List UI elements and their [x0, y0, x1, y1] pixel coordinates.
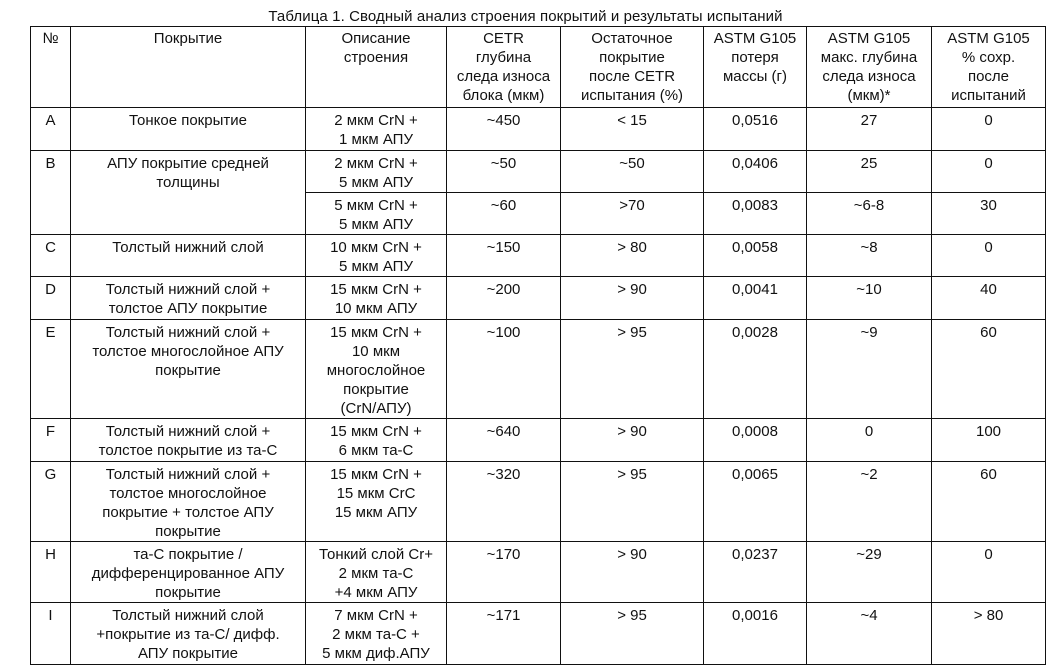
row-depth: 27 — [807, 108, 932, 151]
row-depth: ~2 — [807, 462, 932, 542]
row-cetr: ~320 — [447, 462, 561, 542]
row-coating: Толстый нижний слой + толстое многослойное покрытие + толстое АПУ покрытие — [71, 462, 306, 542]
row-loss: 0,0406 — [704, 151, 807, 193]
header-astm-retained: ASTM G105 % сохр. после испытаний — [932, 27, 1046, 108]
header-astm-depth: ASTM G105 макс. глубина следа износа (мкм)* — [807, 27, 932, 108]
table-row — [31, 603, 1046, 665]
row-cetr: ~640 — [447, 419, 561, 462]
row-residual: > 90 — [561, 542, 704, 603]
row-num: E — [31, 320, 71, 419]
row-num: C — [31, 235, 71, 277]
row-loss: 0,0083 — [704, 193, 807, 235]
row-loss: 0,0016 — [704, 603, 807, 665]
row-retained: 30 — [932, 193, 1046, 235]
row-structure: 7 мкм CrN + 2 мкм та-С + 5 мкм диф.АПУ — [306, 603, 447, 665]
row-retained: 40 — [932, 277, 1046, 320]
row-num: F — [31, 419, 71, 462]
row-residual: > 90 — [561, 419, 704, 462]
row-residual: ~50 — [561, 151, 704, 193]
row-loss: 0,0008 — [704, 419, 807, 462]
table-row — [31, 151, 1046, 193]
table-row — [31, 419, 1046, 462]
row-loss: 0,0058 — [704, 235, 807, 277]
row-cetr: ~150 — [447, 235, 561, 277]
row-cetr: ~200 — [447, 277, 561, 320]
row-loss: 0,0065 — [704, 462, 807, 542]
row-residual: < 15 — [561, 108, 704, 151]
row-coating: Толстый нижний слой + толстое многослойное АПУ покрытие — [71, 320, 306, 419]
row-depth: ~4 — [807, 603, 932, 665]
row-retained: 0 — [932, 235, 1046, 277]
row-depth: ~29 — [807, 542, 932, 603]
table-row — [31, 235, 1046, 277]
row-residual: > 80 — [561, 235, 704, 277]
row-cetr: ~450 — [447, 108, 561, 151]
table-row — [31, 462, 1046, 542]
row-num: B — [31, 151, 71, 235]
row-coating: Толстый нижний слой — [71, 235, 306, 277]
row-structure: 15 мкм CrN + 10 мкм АПУ — [306, 277, 447, 320]
row-retained: 100 — [932, 419, 1046, 462]
row-cetr: ~50 — [447, 151, 561, 193]
row-coating: АПУ покрытие средней толщины — [71, 151, 306, 235]
table-row — [31, 542, 1046, 603]
header-residual: Остаточное покрытие после CETR испытания (%) — [561, 27, 704, 108]
header-row — [31, 27, 1046, 108]
row-residual: > 95 — [561, 320, 704, 419]
row-cetr: ~100 — [447, 320, 561, 419]
table-row — [31, 277, 1046, 320]
row-retained: 0 — [932, 151, 1046, 193]
row-retained: 60 — [932, 320, 1046, 419]
row-num: A — [31, 108, 71, 151]
header-coating: Покрытие — [71, 27, 306, 108]
row-depth: ~9 — [807, 320, 932, 419]
results-table — [30, 26, 1046, 665]
row-loss: 0,0028 — [704, 320, 807, 419]
row-residual: > 95 — [561, 462, 704, 542]
row-depth: 0 — [807, 419, 932, 462]
row-coating: Толстый нижний слой + толстое покрытие из та-С — [71, 419, 306, 462]
row-depth: ~6-8 — [807, 193, 932, 235]
row-coating: Толстый нижний слой +покрытие из та-С/ дифф. АПУ покрытие — [71, 603, 306, 665]
row-coating: Толстый нижний слой + толстое АПУ покрытие — [71, 277, 306, 320]
row-structure: Тонкий слой Cr+ 2 мкм та-С +4 мкм АПУ — [306, 542, 447, 603]
row-structure: 15 мкм CrN + 10 мкм многослойное покрытие (CrN/АПУ) — [306, 320, 447, 419]
row-retained: 60 — [932, 462, 1046, 542]
row-coating: та-С покрытие / дифференцированное АПУ покрытие — [71, 542, 306, 603]
row-cetr: ~170 — [447, 542, 561, 603]
table-row — [31, 108, 1046, 151]
row-residual: >70 — [561, 193, 704, 235]
row-structure: 2 мкм CrN + 1 мкм АПУ — [306, 108, 447, 151]
row-retained: > 80 — [932, 603, 1046, 665]
table-caption: Таблица 1. Сводный анализ строения покрытий и результаты испытаний — [268, 8, 783, 25]
row-retained: 0 — [932, 542, 1046, 603]
row-depth: 25 — [807, 151, 932, 193]
row-structure: 2 мкм CrN + 5 мкм АПУ — [306, 151, 447, 193]
row-structure: 5 мкм CrN + 5 мкм АПУ — [306, 193, 447, 235]
row-loss: 0,0041 — [704, 277, 807, 320]
row-cetr: ~60 — [447, 193, 561, 235]
row-num: I — [31, 603, 71, 665]
row-cetr: ~171 — [447, 603, 561, 665]
row-structure: 15 мкм CrN + 6 мкм та-С — [306, 419, 447, 462]
row-num: D — [31, 277, 71, 320]
row-residual: > 90 — [561, 277, 704, 320]
row-coating: Тонкое покрытие — [71, 108, 306, 151]
row-num: G — [31, 462, 71, 542]
row-retained: 0 — [932, 108, 1046, 151]
row-depth: ~10 — [807, 277, 932, 320]
header-astm-loss: ASTM G105 потеря массы (г) — [704, 27, 807, 108]
header-structure: Описание строения — [306, 27, 447, 108]
row-residual: > 95 — [561, 603, 704, 665]
row-structure: 10 мкм CrN + 5 мкм АПУ — [306, 235, 447, 277]
row-num: H — [31, 542, 71, 603]
header-num: № — [31, 27, 71, 108]
row-loss: 0,0516 — [704, 108, 807, 151]
row-loss: 0,0237 — [704, 542, 807, 603]
row-depth: ~8 — [807, 235, 932, 277]
row-structure: 15 мкм CrN + 15 мкм CrC 15 мкм АПУ — [306, 462, 447, 542]
header-cetr-depth: CETR глубина следа износа блока (мкм) — [447, 27, 561, 108]
table-row — [31, 320, 1046, 419]
